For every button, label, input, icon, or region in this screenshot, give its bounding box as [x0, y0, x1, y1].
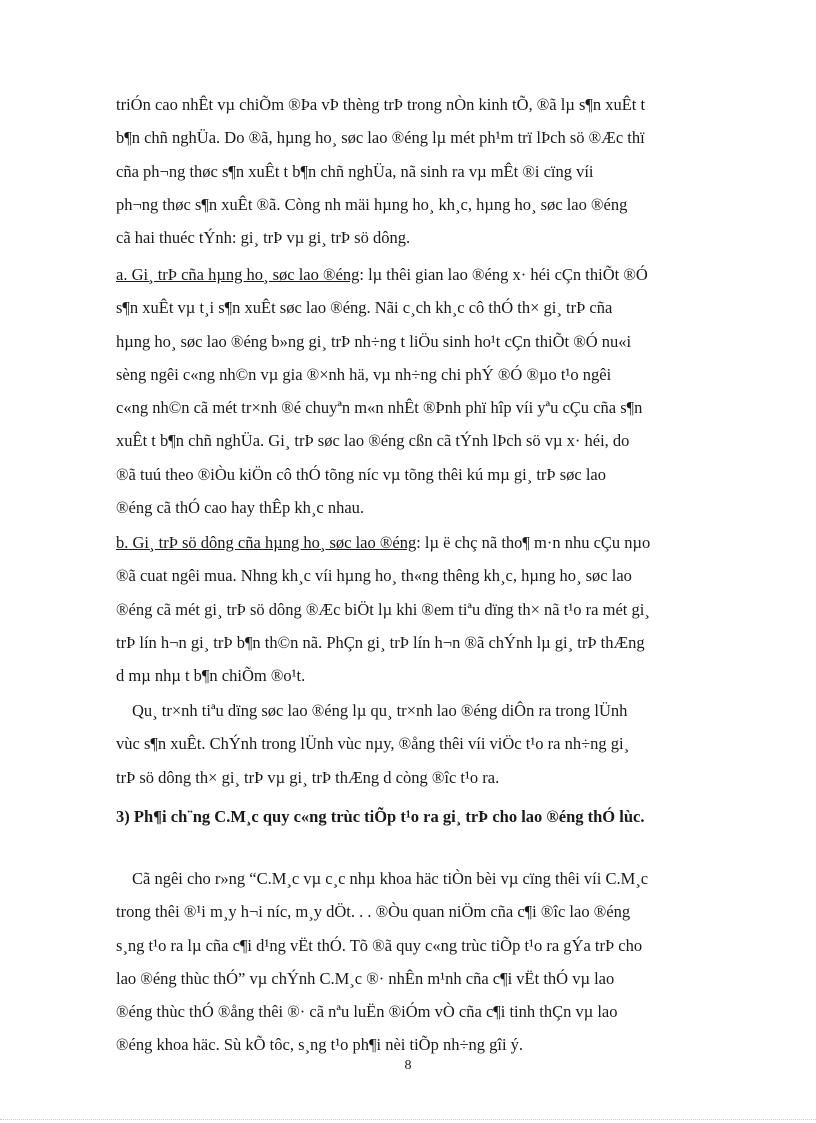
section-label-a: a. Gi¸ trÞ cña hµng ho¸ søc lao ®éng [116, 265, 360, 284]
text-line: s¶n xuÊt vµ t¸i s¶n xuÊt søc lao ®éng. Nãi c¸ch kh¸c cô thÓ th× gi¸ trÞ cña [116, 298, 613, 318]
text-line: cña ph¬ng thøc s¶n xuÊt t b¶n chñ nghÜa, nã sinh ra vµ mÊt ®i cïng víi [116, 161, 594, 181]
text-line: cã hai thuéc tÝnh: gi¸ trÞ vµ gi¸ trÞ sö dông. [116, 228, 411, 248]
text-line: xuÊt t b¶n chñ nghÜa. Gi¸ trÞ søc lao ®éng cßn cã tÝnh lÞch sö vµ x· héi, do [116, 431, 630, 451]
text-line: sèng ngêi c«ng nh©n vµ gia ®×nh hä, vµ nh÷ng chi phÝ ®Ó ®µo t¹o ngêi [116, 364, 612, 384]
text-line: b¶n chñ nghÜa. Do ®ã, hµng ho¸ søc lao ®éng lµ mét ph¹m trï lÞch sö ®Æc thï [116, 128, 645, 148]
text-line: triÓn cao nhÊt vµ chiÕm ®Þa vÞ thèng trÞ trong nÒn kinh tÕ, ®ã lµ s¶n xuÊt t [116, 95, 646, 114]
section-heading-3: 3) Ph¶i ch¨ng C.M¸c quy c«ng trùc tiÕp t¹o ra gi¸ trÞ cho lao ®éng thÓ lùc. [116, 807, 645, 826]
text-line: lao ®éng thùc thÓ” vµ chÝnh C.M¸c ®· nhÊn m¹nh cña c¶i vËt thÓ vµ lao [116, 968, 615, 988]
text-segment: : lµ thêi gian lao ®éng x· héi cÇn thiÕt ®Ó [359, 265, 648, 284]
text-line: trÞ sö dông th× gi¸ trÞ vµ gi¸ trÞ thÆng d còng ®îc t¹o ra. [116, 767, 500, 787]
paragraph-a-value [116, 258, 738, 524]
text-segment: : lµ ë chç nã tho¶ m·n nhu cÇu nµo [416, 533, 651, 552]
text-line: Qu¸ tr×nh tiªu dïng søc lao ®éng lµ qu¸ tr×nh lao ®éng diÔn ra trong lÜnh [132, 701, 628, 720]
text-line: ®éng cã thÓ cao hay thÊp kh¸c nhau. [116, 498, 365, 518]
text-line: ®éng cã mét gi¸ trÞ sö dông ®Æc biÖt lµ khi ®em tiªu dïng th× nã t¹o ra mét gi¸ [116, 599, 650, 619]
text-line [116, 526, 738, 559]
text-line: ®ã cuat ngêi mua. Nhng kh¸c víi hµng ho¸ th«ng thêng kh¸c, hµng ho¸ søc lao [116, 566, 632, 586]
text-line: trong thêi ®¹i m¸y h¬i níc, m¸y dÖt. . . ®Òu quan niÖm cña c¶i ®îc lao ®éng [116, 902, 631, 922]
text-line: c«ng nh©n cã mét tr×nh ®é chuyªn m«n nhÊt ®Þnh phï hîp víi yªu cÇu cña s¶n [116, 398, 643, 418]
text-line: s¸ng t¹o ra lµ cña c¶i d¹ng vËt thÓ. Tõ ®ã quy c«ng trùc tiÕp t¹o ra gÝa trÞ cho [116, 935, 643, 955]
text-line [116, 258, 738, 291]
text-line: ph¬ng thøc s¶n xuÊt ®ã. Còng nh mäi hµng ho¸ kh¸c, hµng ho¸ søc lao ®éng [116, 194, 628, 214]
text-line: Cã ngêi cho r»ng “C.M¸c vµ c¸c nhµ khoa häc tiÒn bèi vµ cïng thêi víi C.M¸c [132, 869, 649, 888]
text-line: trÞ lín h¬n gi¸ trÞ b¶n th©n nã. PhÇn gi¸ trÞ lín h¬n ®ã chÝnh lµ gi¸ trÞ thÆng [116, 632, 645, 652]
text-line: ®éng khoa häc. Sù kÕ tôc, s¸ng t¹o ph¶i nèi tiÕp nh÷ng gîi ý. [116, 1035, 524, 1055]
text-line: ®ã tuú theo ®iÒu kiÖn cô thÓ tõng níc vµ tõng thêi kú mµ gi¸ trÞ søc lao [116, 464, 606, 484]
paragraph-consumption [116, 694, 738, 794]
page-number: 8 [404, 1058, 412, 1073]
section-label-b: b. Gi¸ trÞ sö dông cña hµng ho¸ søc lao ®éng [116, 533, 417, 552]
paragraph-5 [116, 862, 738, 1062]
text-line: vùc s¶n xuÊt. ChÝnh trong lÜnh vùc nµy, ®ång thêi víi viÖc t¹o ra nh÷ng gi¸ [116, 734, 630, 754]
text-line: d mµ nhµ t b¶n chiÕm ®o¹t. [116, 666, 306, 686]
paragraph-b-use-value [116, 526, 738, 692]
page-bottom-divider [0, 1119, 816, 1120]
text-line: hµng ho¸ søc lao ®éng b»ng gi¸ trÞ nh÷ng t liÖu sinh ho¹t cÇn thiÕt ®Ó nu«i [116, 331, 632, 351]
paragraph-1 [116, 88, 738, 254]
text-line: ®éng thùc thÓ ®ång thêi ®· cã nªu luËn ®iÓm vÒ cña c¶i tinh thÇn vµ lao [116, 1002, 618, 1022]
